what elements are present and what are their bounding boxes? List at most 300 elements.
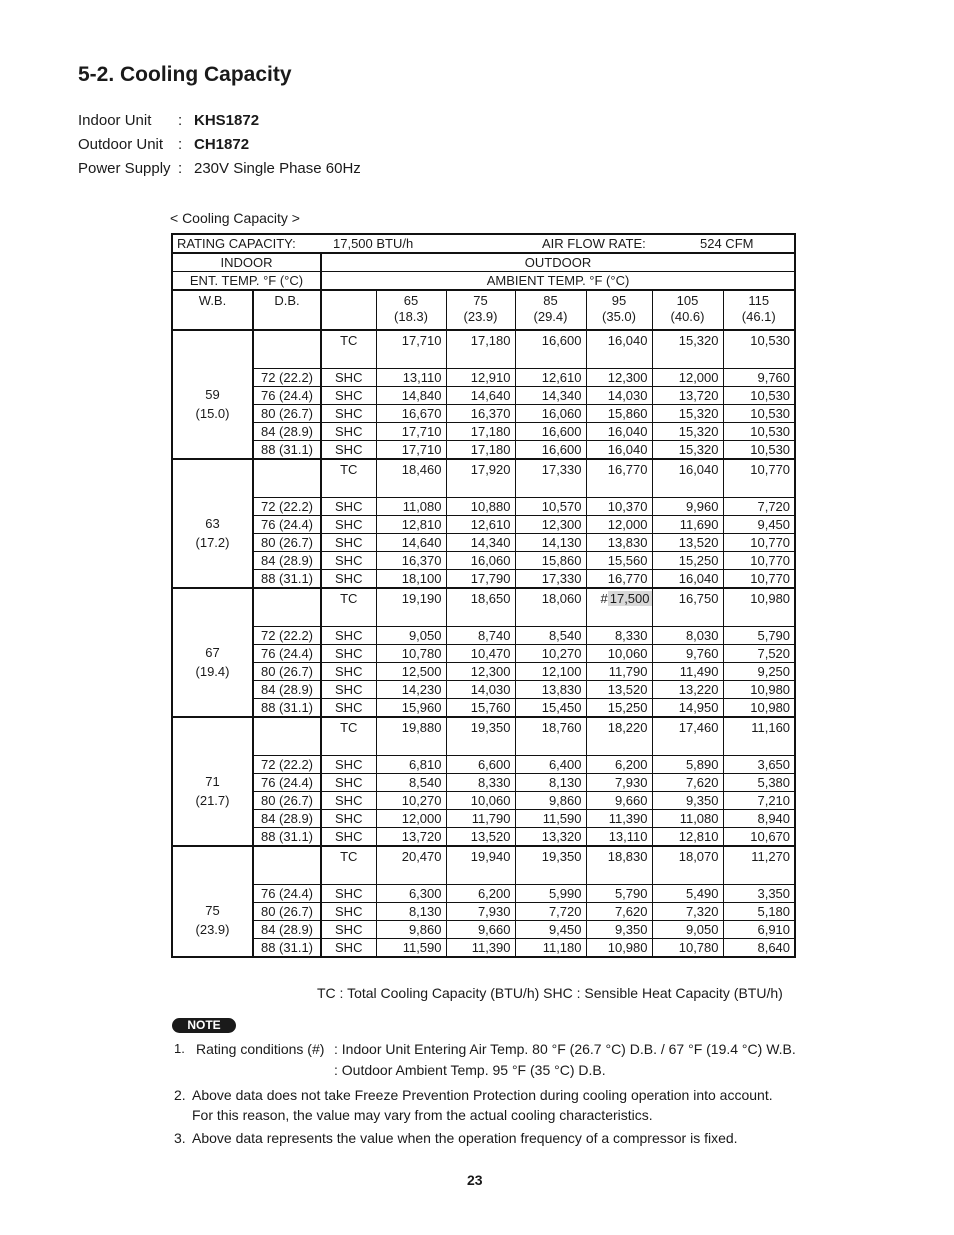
note-3-line-1: Above data represents the value when the operation frequency of a compressor is fixed. [192, 1130, 738, 1146]
db-value: 88 (31.1) [253, 828, 321, 847]
tc-value: 16,750 [652, 588, 723, 627]
tc-value: 18,460 [376, 459, 446, 498]
tc-label: TC [321, 846, 376, 885]
shc-value: 15,860 [586, 405, 652, 423]
ambient-f: 85 [543, 293, 558, 308]
ambient-f: 75 [473, 293, 488, 308]
ambient-f: 105 [676, 293, 699, 308]
cooling-capacity-table [171, 233, 796, 958]
wb-f: 75 [205, 903, 220, 918]
tc-value: 19,350 [515, 846, 586, 885]
note-1-line-2: : Outdoor Ambient Temp. 95 °F (35 °C) D.B. [334, 1062, 606, 1078]
power-supply-value: 230V Single Phase 60Hz [194, 160, 361, 177]
shc-value: 12,300 [515, 516, 586, 534]
ambient-temp-header: AMBIENT TEMP. °F (°C) [321, 272, 795, 291]
shc-row [172, 885, 795, 903]
note-1-number: 1. [174, 1041, 185, 1056]
shc-value: 13,110 [586, 828, 652, 847]
outdoor-header: OUTDOOR [321, 253, 795, 272]
rating-header-row [172, 234, 795, 253]
shc-value: 10,530 [723, 441, 795, 460]
tc-value: 19,350 [446, 717, 515, 756]
shc-value: 12,810 [652, 828, 723, 847]
db-value: 84 (28.9) [253, 810, 321, 828]
wb-cell [172, 588, 253, 717]
shc-row [172, 498, 795, 516]
shc-value: 8,740 [446, 627, 515, 645]
shc-row [172, 570, 795, 589]
shc-value: 8,540 [515, 627, 586, 645]
shc-value: 8,640 [723, 939, 795, 958]
shc-value: 8,130 [515, 774, 586, 792]
shc-value: 10,530 [723, 423, 795, 441]
shc-value: 10,770 [723, 552, 795, 570]
rating-tc-value: 17,500 [609, 591, 650, 606]
shc-value: 14,230 [376, 681, 446, 699]
wb-f: 71 [205, 774, 220, 789]
shc-row [172, 552, 795, 570]
tc-value: 18,650 [446, 588, 515, 627]
shc-value: 11,390 [586, 810, 652, 828]
shc-label: SHC [321, 441, 376, 460]
shc-label: SHC [321, 387, 376, 405]
rating-capacity-value: 17,500 BTU/h [333, 236, 414, 251]
shc-value: 9,960 [652, 498, 723, 516]
tc-value: 18,060 [515, 588, 586, 627]
db-value: 80 (26.7) [253, 534, 321, 552]
tc-value: 20,470 [376, 846, 446, 885]
db-value: 80 (26.7) [253, 903, 321, 921]
tc-row [172, 459, 795, 498]
shc-label: SHC [321, 903, 376, 921]
tc-row [172, 717, 795, 756]
wb-cell [172, 846, 253, 957]
shc-row [172, 369, 795, 387]
db-value: 76 (24.4) [253, 387, 321, 405]
shc-value: 7,620 [586, 903, 652, 921]
shc-value: 16,670 [376, 405, 446, 423]
db-value: 80 (26.7) [253, 405, 321, 423]
shc-value: 9,660 [586, 792, 652, 810]
tc-value: 17,180 [446, 330, 515, 369]
db-empty [253, 588, 321, 627]
db-value: 80 (26.7) [253, 792, 321, 810]
shc-value: 13,520 [652, 534, 723, 552]
ambient-col-header [446, 290, 515, 330]
shc-value: 7,720 [515, 903, 586, 921]
db-header: D.B. [253, 290, 321, 330]
tc-value: 17,920 [446, 459, 515, 498]
shc-value: 9,450 [515, 921, 586, 939]
shc-value: 9,250 [723, 663, 795, 681]
shc-value: 10,270 [515, 645, 586, 663]
indoor-unit-value: KHS1872 [194, 112, 260, 129]
shc-row [172, 756, 795, 774]
shc-value: 13,110 [376, 369, 446, 387]
ambient-c: (35.0) [602, 309, 636, 324]
shc-row [172, 663, 795, 681]
outdoor-unit-value: CH1872 [194, 136, 250, 153]
temp-header-row [172, 272, 795, 291]
shc-value: 5,790 [586, 885, 652, 903]
shc-value: 11,590 [376, 939, 446, 958]
tc-value: 16,770 [586, 459, 652, 498]
db-value: 72 (22.2) [253, 627, 321, 645]
shc-value: 5,790 [723, 627, 795, 645]
db-value: 88 (31.1) [253, 699, 321, 718]
shc-value: 6,910 [723, 921, 795, 939]
ambient-col-header [723, 290, 795, 330]
shc-value: 12,810 [376, 516, 446, 534]
shc-value: 11,080 [376, 498, 446, 516]
shc-value: 6,400 [515, 756, 586, 774]
shc-value: 10,530 [723, 405, 795, 423]
shc-value: 9,450 [723, 516, 795, 534]
shc-value: 16,600 [515, 441, 586, 460]
tc-label: TC [321, 459, 376, 498]
shc-value: 14,030 [586, 387, 652, 405]
shc-value: 5,380 [723, 774, 795, 792]
shc-value: 9,760 [652, 645, 723, 663]
shc-value: 6,200 [446, 885, 515, 903]
shc-value: 10,670 [723, 828, 795, 847]
shc-value: 3,350 [723, 885, 795, 903]
air-flow-label: AIR FLOW RATE: [542, 236, 646, 251]
shc-value: 6,300 [376, 885, 446, 903]
shc-value: 16,770 [586, 570, 652, 589]
shc-value: 11,690 [652, 516, 723, 534]
shc-value: 12,300 [446, 663, 515, 681]
shc-value: 12,000 [586, 516, 652, 534]
db-value: 84 (28.9) [253, 423, 321, 441]
shc-value: 15,320 [652, 405, 723, 423]
shc-value: 8,330 [586, 627, 652, 645]
shc-label: SHC [321, 423, 376, 441]
db-empty [253, 330, 321, 369]
shc-value: 14,340 [515, 387, 586, 405]
shc-row [172, 516, 795, 534]
shc-value: 9,050 [652, 921, 723, 939]
note-2-line-1: Above data does not take Freeze Prevention Protection during cooling operation into account. [192, 1087, 773, 1103]
shc-row [172, 681, 795, 699]
shc-value: 9,860 [376, 921, 446, 939]
shc-label: SHC [321, 921, 376, 939]
shc-value: 13,520 [446, 828, 515, 847]
db-value: 72 (22.2) [253, 369, 321, 387]
table-caption: < Cooling Capacity > [170, 210, 300, 226]
shc-value: 15,760 [446, 699, 515, 718]
shc-label: SHC [321, 792, 376, 810]
shc-value: 10,770 [723, 570, 795, 589]
tc-label: TC [321, 588, 376, 627]
shc-value: 15,560 [586, 552, 652, 570]
shc-value: 12,610 [515, 369, 586, 387]
shc-value: 11,790 [446, 810, 515, 828]
tc-row [172, 588, 795, 627]
shc-value: 14,030 [446, 681, 515, 699]
shc-value: 10,770 [723, 534, 795, 552]
note-1-line-1: : Indoor Unit Entering Air Temp. 80 °F (26.7 °C) D.B. / 67 °F (19.4 °C) W.B. [334, 1041, 796, 1057]
shc-value: 16,060 [446, 552, 515, 570]
ambient-col-header [376, 290, 446, 330]
wb-c: (19.4) [195, 664, 230, 679]
shc-value: 11,790 [586, 663, 652, 681]
note-2-line-2: For this reason, the value may vary from the actual cooling characteristics. [192, 1107, 653, 1123]
tc-value: 16,040 [652, 459, 723, 498]
shc-row [172, 810, 795, 828]
shc-value: 3,650 [723, 756, 795, 774]
db-value: 76 (24.4) [253, 516, 321, 534]
wb-f: 59 [205, 387, 220, 402]
shc-value: 16,040 [586, 441, 652, 460]
power-supply-label: Power Supply [78, 160, 171, 177]
shc-value: 8,940 [723, 810, 795, 828]
shc-label: SHC [321, 774, 376, 792]
db-empty [253, 846, 321, 885]
tc-value: 17,460 [652, 717, 723, 756]
shc-row [172, 774, 795, 792]
note-1-label: Rating conditions (#) [196, 1041, 325, 1057]
shc-value: 16,370 [446, 405, 515, 423]
shc-row [172, 645, 795, 663]
wb-f: 63 [205, 516, 220, 531]
note-3-number: 3. [174, 1130, 186, 1146]
note-2-number: 2. [174, 1087, 186, 1103]
tc-label: TC [321, 717, 376, 756]
shc-value: 7,930 [446, 903, 515, 921]
wb-cell [172, 330, 253, 459]
tc-value: 19,940 [446, 846, 515, 885]
shc-value: 7,720 [723, 498, 795, 516]
shc-value: 5,490 [652, 885, 723, 903]
ambient-f: 115 [748, 293, 770, 308]
tc-value: 15,320 [652, 330, 723, 369]
shc-value: 10,530 [723, 387, 795, 405]
indoor-unit-line: Indoor Unit : KHS1872 [78, 112, 260, 129]
shc-value: 17,330 [515, 570, 586, 589]
ent-temp-header: ENT. TEMP. °F (°C) [172, 272, 321, 291]
shc-value: 14,130 [515, 534, 586, 552]
shc-row [172, 921, 795, 939]
shc-value: 12,910 [446, 369, 515, 387]
shc-label: SHC [321, 516, 376, 534]
shc-value: 10,980 [723, 699, 795, 718]
shc-value: 17,180 [446, 441, 515, 460]
tc-value: 18,070 [652, 846, 723, 885]
shc-value: 16,370 [376, 552, 446, 570]
tc-value: 17,330 [515, 459, 586, 498]
shc-label: SHC [321, 645, 376, 663]
shc-value: 10,060 [586, 645, 652, 663]
shc-label: SHC [321, 681, 376, 699]
shc-value: 16,040 [652, 570, 723, 589]
shc-label: SHC [321, 369, 376, 387]
db-value: 84 (28.9) [253, 921, 321, 939]
ambient-col-header [652, 290, 723, 330]
shc-value: 12,610 [446, 516, 515, 534]
shc-value: 15,320 [652, 441, 723, 460]
ambient-c: (18.3) [394, 309, 428, 324]
shc-value: 7,320 [652, 903, 723, 921]
tc-row [172, 846, 795, 885]
shc-value: 8,030 [652, 627, 723, 645]
tc-value: 18,830 [586, 846, 652, 885]
shc-value: 10,470 [446, 645, 515, 663]
shc-value: 9,050 [376, 627, 446, 645]
shc-value: 15,250 [586, 699, 652, 718]
shc-value: 7,620 [652, 774, 723, 792]
ambient-f: 95 [611, 293, 627, 308]
shc-row [172, 828, 795, 847]
shc-value: 14,840 [376, 387, 446, 405]
shc-row [172, 939, 795, 958]
shc-value: 13,220 [652, 681, 723, 699]
shc-value: 13,320 [515, 828, 586, 847]
rating-mark: # [600, 591, 608, 606]
db-value: 88 (31.1) [253, 441, 321, 460]
shc-label: SHC [321, 498, 376, 516]
wb-c: (21.7) [195, 793, 230, 808]
page-number: 23 [467, 1172, 483, 1188]
shc-value: 15,960 [376, 699, 446, 718]
shc-row [172, 423, 795, 441]
shc-value: 10,880 [446, 498, 515, 516]
shc-value: 15,860 [515, 552, 586, 570]
ambient-c: (29.4) [533, 309, 568, 324]
wb-c: (17.2) [195, 535, 230, 550]
db-empty [253, 717, 321, 756]
air-flow-value: 524 CFM [700, 236, 754, 251]
wb-cell [172, 459, 253, 588]
tc-value: 11,160 [723, 717, 795, 756]
ambient-c: (46.1) [741, 309, 776, 324]
shc-value: 11,490 [652, 663, 723, 681]
db-value: 80 (26.7) [253, 663, 321, 681]
shc-value: 14,640 [376, 534, 446, 552]
db-value: 72 (22.2) [253, 498, 321, 516]
shc-value: 8,330 [446, 774, 515, 792]
shc-value: 9,660 [446, 921, 515, 939]
rating-capacity-label: RATING CAPACITY: [177, 236, 296, 251]
shc-label: SHC [321, 663, 376, 681]
shc-row [172, 405, 795, 423]
tc-label: TC [321, 330, 376, 369]
shc-value: 17,710 [376, 441, 446, 460]
tc-value: 18,760 [515, 717, 586, 756]
shc-value: 11,390 [446, 939, 515, 958]
wb-cell [172, 717, 253, 846]
shc-value: 6,600 [446, 756, 515, 774]
shc-value: 10,980 [723, 681, 795, 699]
db-value: 88 (31.1) [253, 939, 321, 958]
shc-label: SHC [321, 939, 376, 958]
ambient-f: 65 [403, 293, 419, 308]
shc-value: 9,350 [652, 792, 723, 810]
shc-value: 12,100 [515, 663, 586, 681]
shc-value: 7,210 [723, 792, 795, 810]
shc-value: 13,720 [652, 387, 723, 405]
shc-label: SHC [321, 627, 376, 645]
wb-header: W.B. [172, 290, 253, 330]
shc-value: 7,520 [723, 645, 795, 663]
shc-value: 16,060 [515, 405, 586, 423]
shc-label: SHC [321, 534, 376, 552]
shc-value: 14,340 [446, 534, 515, 552]
shc-value: 16,040 [586, 423, 652, 441]
power-supply-line: Power Supply : 230V Single Phase 60Hz [78, 160, 361, 177]
shc-value: 15,320 [652, 423, 723, 441]
shc-value: 17,180 [446, 423, 515, 441]
shc-row [172, 534, 795, 552]
note-badge: NOTE [172, 1018, 236, 1033]
shc-value: 13,720 [376, 828, 446, 847]
tc-value: 11,270 [723, 846, 795, 885]
shc-value: 18,100 [376, 570, 446, 589]
shc-label: SHC [321, 570, 376, 589]
shc-row [172, 792, 795, 810]
tc-value: 16,040 [586, 330, 652, 369]
shc-value: 10,780 [376, 645, 446, 663]
shc-value: 13,520 [586, 681, 652, 699]
shc-value: 16,600 [515, 423, 586, 441]
shc-value: 5,180 [723, 903, 795, 921]
shc-label: SHC [321, 699, 376, 718]
shc-label: SHC [321, 552, 376, 570]
shc-row [172, 627, 795, 645]
shc-row [172, 699, 795, 718]
shc-label: SHC [321, 756, 376, 774]
db-value: 76 (24.4) [253, 774, 321, 792]
shc-value: 11,590 [515, 810, 586, 828]
wb-c: (23.9) [195, 922, 230, 937]
tc-value: 10,980 [723, 588, 795, 627]
indoor-header: INDOOR [172, 253, 321, 272]
tc-value: 19,190 [376, 588, 446, 627]
tc-value: 18,220 [586, 717, 652, 756]
shc-row [172, 387, 795, 405]
db-empty [253, 459, 321, 498]
db-value: 84 (28.9) [253, 681, 321, 699]
db-value: 88 (31.1) [253, 570, 321, 589]
tc-row [172, 330, 795, 369]
column-header-row [172, 290, 795, 330]
shc-value: 6,810 [376, 756, 446, 774]
shc-value: 11,180 [515, 939, 586, 958]
shc-value: 14,950 [652, 699, 723, 718]
wb-f: 67 [205, 645, 220, 660]
shc-value: 8,130 [376, 903, 446, 921]
ambient-c: (40.6) [670, 309, 705, 324]
tc-value: 19,880 [376, 717, 446, 756]
shc-value: 8,540 [376, 774, 446, 792]
shc-value: 13,830 [515, 681, 586, 699]
shc-value: 10,570 [515, 498, 586, 516]
shc-value: 5,890 [652, 756, 723, 774]
indoor-outdoor-row [172, 253, 795, 272]
tc-value: 16,600 [515, 330, 586, 369]
shc-row [172, 441, 795, 460]
shc-label: SHC [321, 828, 376, 847]
db-value: 76 (24.4) [253, 645, 321, 663]
shc-value: 9,860 [515, 792, 586, 810]
tc-value: 10,530 [723, 330, 795, 369]
table-legend: TC : Total Cooling Capacity (BTU/h) SHC : Sensible Heat Capacity (BTU/h) [317, 985, 783, 1001]
outdoor-unit-label: Outdoor Unit [78, 136, 164, 153]
ambient-c: (23.9) [463, 309, 498, 324]
shc-value: 12,000 [652, 369, 723, 387]
shc-label: SHC [321, 810, 376, 828]
tc-value [586, 588, 652, 627]
